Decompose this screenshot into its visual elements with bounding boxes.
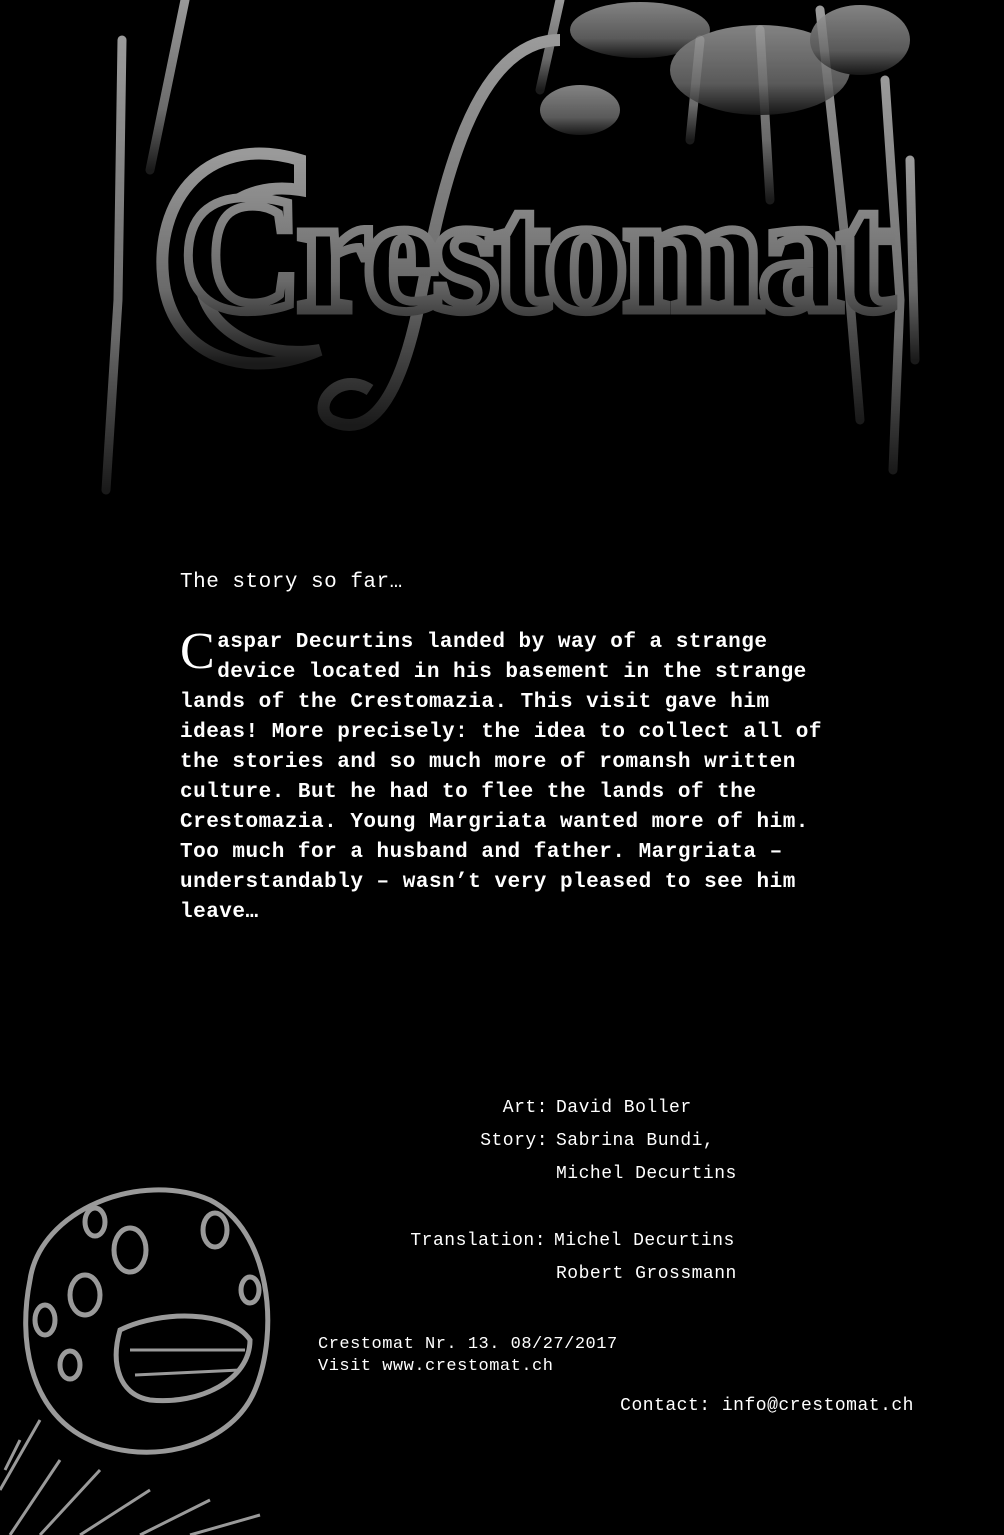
creature-eye xyxy=(70,1275,100,1315)
creature-mouth xyxy=(116,1316,250,1401)
issue-info xyxy=(318,1334,618,1378)
drop-cap: C xyxy=(180,623,216,680)
intro-heading: The story so far… xyxy=(180,571,403,594)
credit-value-translation-1: Michel Decurtins xyxy=(554,1231,735,1251)
credit-value-story-2: Michel Decurtins xyxy=(556,1164,737,1184)
story-paragraph xyxy=(180,623,840,928)
splatter xyxy=(540,2,910,135)
creature-eye xyxy=(60,1351,80,1379)
credit-translation-cont xyxy=(300,1258,737,1291)
credit-story-cont xyxy=(300,1158,737,1191)
credit-value-story-1: Sabrina Bundi, xyxy=(556,1131,715,1151)
credit-translation xyxy=(290,1225,737,1258)
contact-email[interactable]: Contact: info@crestomat.ch xyxy=(620,1396,914,1416)
grass xyxy=(0,1420,260,1535)
creature-eye xyxy=(241,1277,259,1303)
credit-label-story: Story: xyxy=(480,1131,548,1151)
credits xyxy=(300,1092,737,1291)
logo-text: Crestomat xyxy=(180,159,888,347)
creature-eye xyxy=(114,1228,146,1272)
creature-eye xyxy=(203,1213,227,1247)
credit-label-translation: Translation: xyxy=(410,1231,546,1251)
credit-value-art: David Boller xyxy=(556,1098,692,1118)
credit-art xyxy=(300,1092,737,1125)
creature-illustration xyxy=(0,1170,310,1535)
creature-eye xyxy=(85,1208,105,1236)
crestomat-logo xyxy=(0,0,1004,520)
credit-story xyxy=(300,1125,737,1158)
visit-link[interactable]: Visit www.crestomat.ch xyxy=(318,1357,554,1376)
story-body: aspar Decurtins landed by way of a strange device located in his basement in the strange lands of the Crestomazia. This visit gave him ideas! More precisely: the idea to collect all of the stories and so much more of romansh written culture. But he had to flee the lands of the Crestomazia. Young Margriata wanted more of him. Too much for a husband and father. Margriata – understandably – wasn’t very pleased to see him leave… xyxy=(180,631,823,924)
credit-label-art: Art: xyxy=(502,1098,548,1118)
credit-value-translation-2: Robert Grossmann xyxy=(556,1264,737,1284)
story-intro xyxy=(180,568,840,928)
creature-eye xyxy=(35,1305,55,1335)
issue-number: Crestomat Nr. 13. 08/27/2017 xyxy=(318,1335,618,1354)
